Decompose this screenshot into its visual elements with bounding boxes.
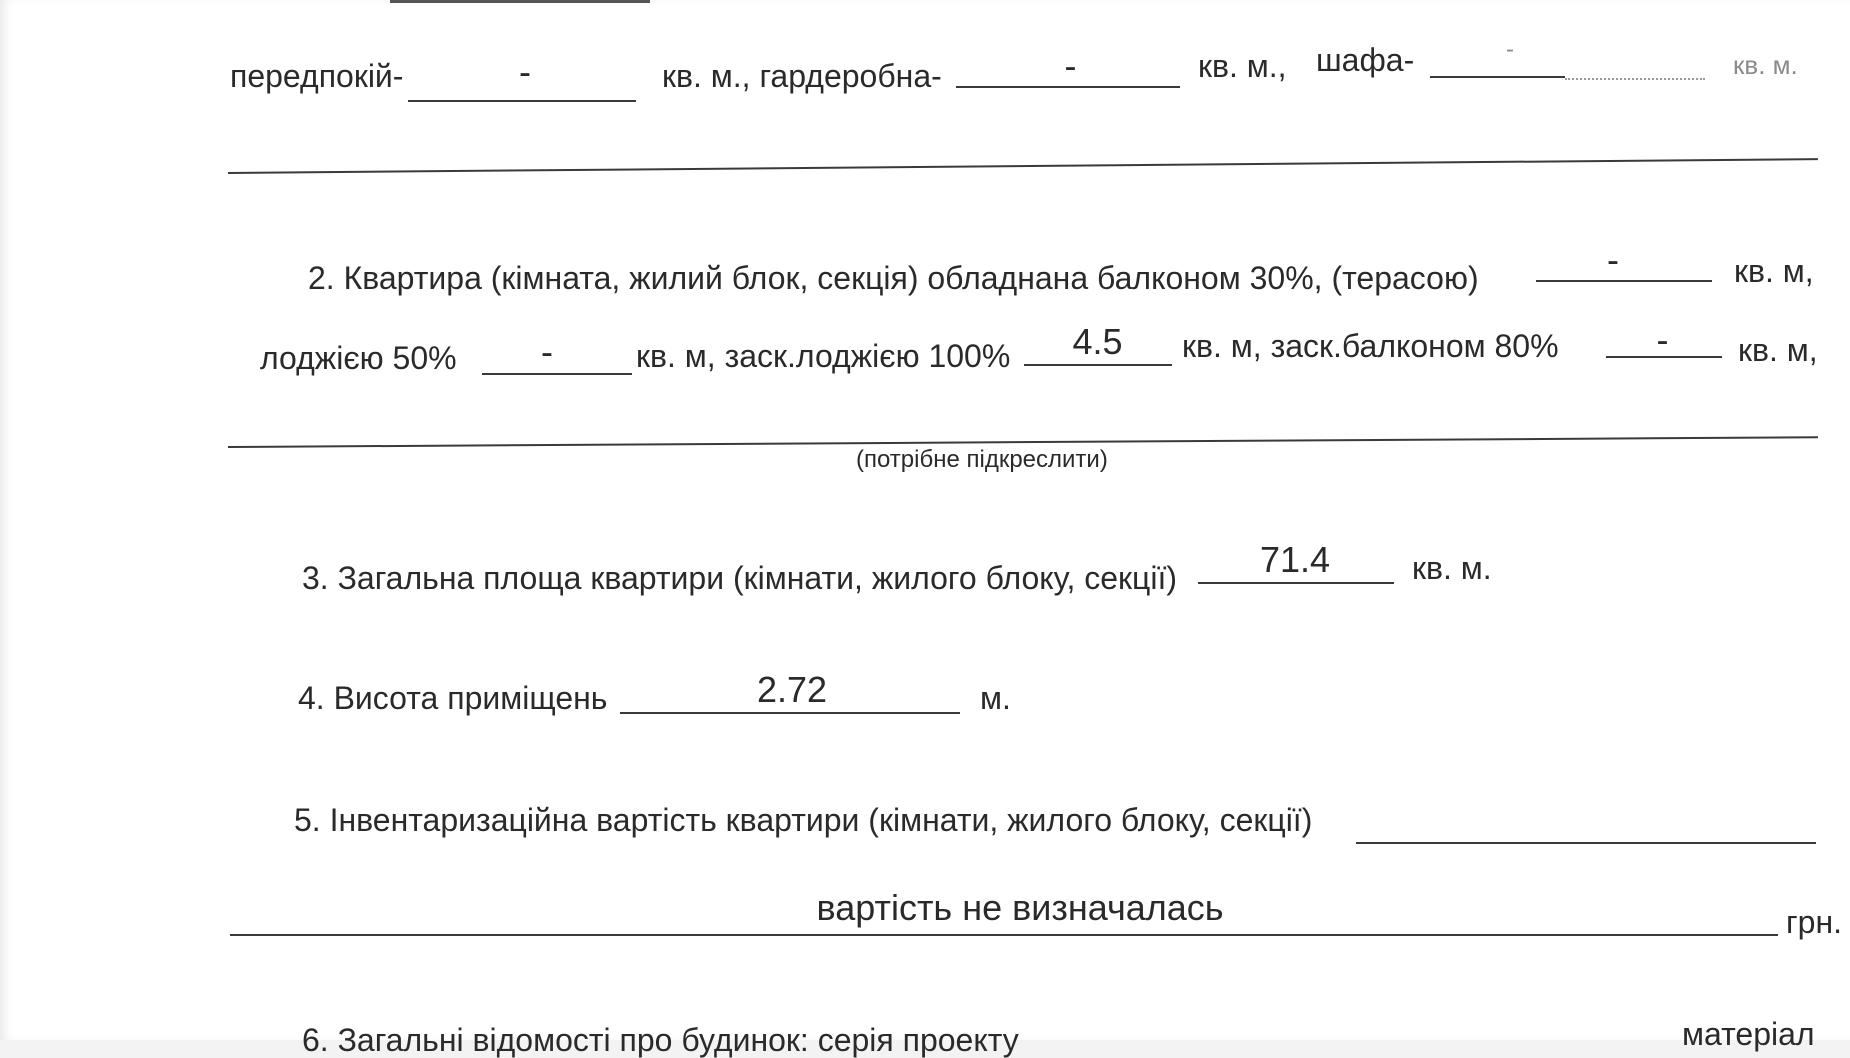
closet-label: шафа-	[1316, 42, 1415, 78]
total-area-label: 3. Загальна площа квартири (кімнати, жилого блоку, секції)	[302, 560, 1178, 596]
loggia-underline	[482, 373, 632, 375]
sqm-unit-2: кв. м.,	[1198, 48, 1287, 84]
building-info-label: 6. Загальні відомості про будинок: серія проекту	[302, 1022, 1019, 1058]
room-height-unit: м.	[980, 680, 1011, 716]
top-edge-mark	[390, 0, 650, 3]
glazed-balcony-label: кв. м, заск.балконом 80%	[1182, 328, 1559, 364]
glazed-balcony-value: -	[1656, 319, 1669, 360]
glazed-loggia-label: кв. м, заск.лоджією 100%	[636, 338, 1011, 374]
glazed-loggia-value: 4.5	[1072, 321, 1123, 362]
terrace-value: -	[1607, 239, 1619, 280]
total-area-value: 71.4	[1259, 539, 1331, 580]
unit-after-terrace: кв. м,	[1734, 253, 1814, 289]
wardrobe-value: -	[1064, 45, 1077, 86]
section-1-rule	[228, 158, 1818, 174]
underline-note: (потрібне підкреслити)	[856, 446, 1108, 473]
room-height-value: 2.72	[756, 669, 828, 710]
inventory-value-underline-1	[1356, 842, 1816, 844]
apartment-balcony-text: 2. Квартира (кімната, жилий блок, секція) обладнана балконом 30%, (терасою)	[308, 260, 1479, 296]
terrace-underline	[1536, 280, 1712, 282]
glazed-balcony-underline	[1606, 356, 1722, 358]
wardrobe-underline	[956, 86, 1180, 88]
hallway-label: передпокій-	[230, 58, 404, 94]
loggia-value: -	[541, 331, 553, 372]
inventory-value-underline-2	[230, 934, 1778, 936]
glazed-loggia-underline	[1024, 364, 1172, 366]
total-area-unit: кв. м.	[1412, 550, 1492, 586]
inventory-value: вартість не визначалась	[816, 887, 1224, 928]
total-area-underline	[1198, 582, 1394, 584]
inventory-value-label: 5. Інвентаризаційна вартість квартири (кімнати, жилого блоку, секції)	[294, 802, 1313, 838]
room-height-underline	[620, 712, 960, 714]
unit-end: кв. м,	[1738, 332, 1818, 368]
room-height-label: 4. Висота приміщень	[298, 680, 608, 716]
hallway-underline	[408, 100, 636, 102]
inventory-value-unit: грн.	[1786, 904, 1843, 940]
closet-value: -	[1506, 36, 1514, 63]
closet-underline	[1430, 76, 1565, 78]
building-material-label: матеріал	[1682, 1016, 1815, 1052]
loggia-label: лоджією 50%	[260, 340, 457, 376]
closet-underline-faded	[1565, 78, 1705, 80]
sqm-unit-3: кв. м.	[1733, 50, 1798, 80]
wardrobe-label: кв. м., гардеробна-	[662, 58, 942, 94]
hallway-value: -	[519, 51, 531, 92]
